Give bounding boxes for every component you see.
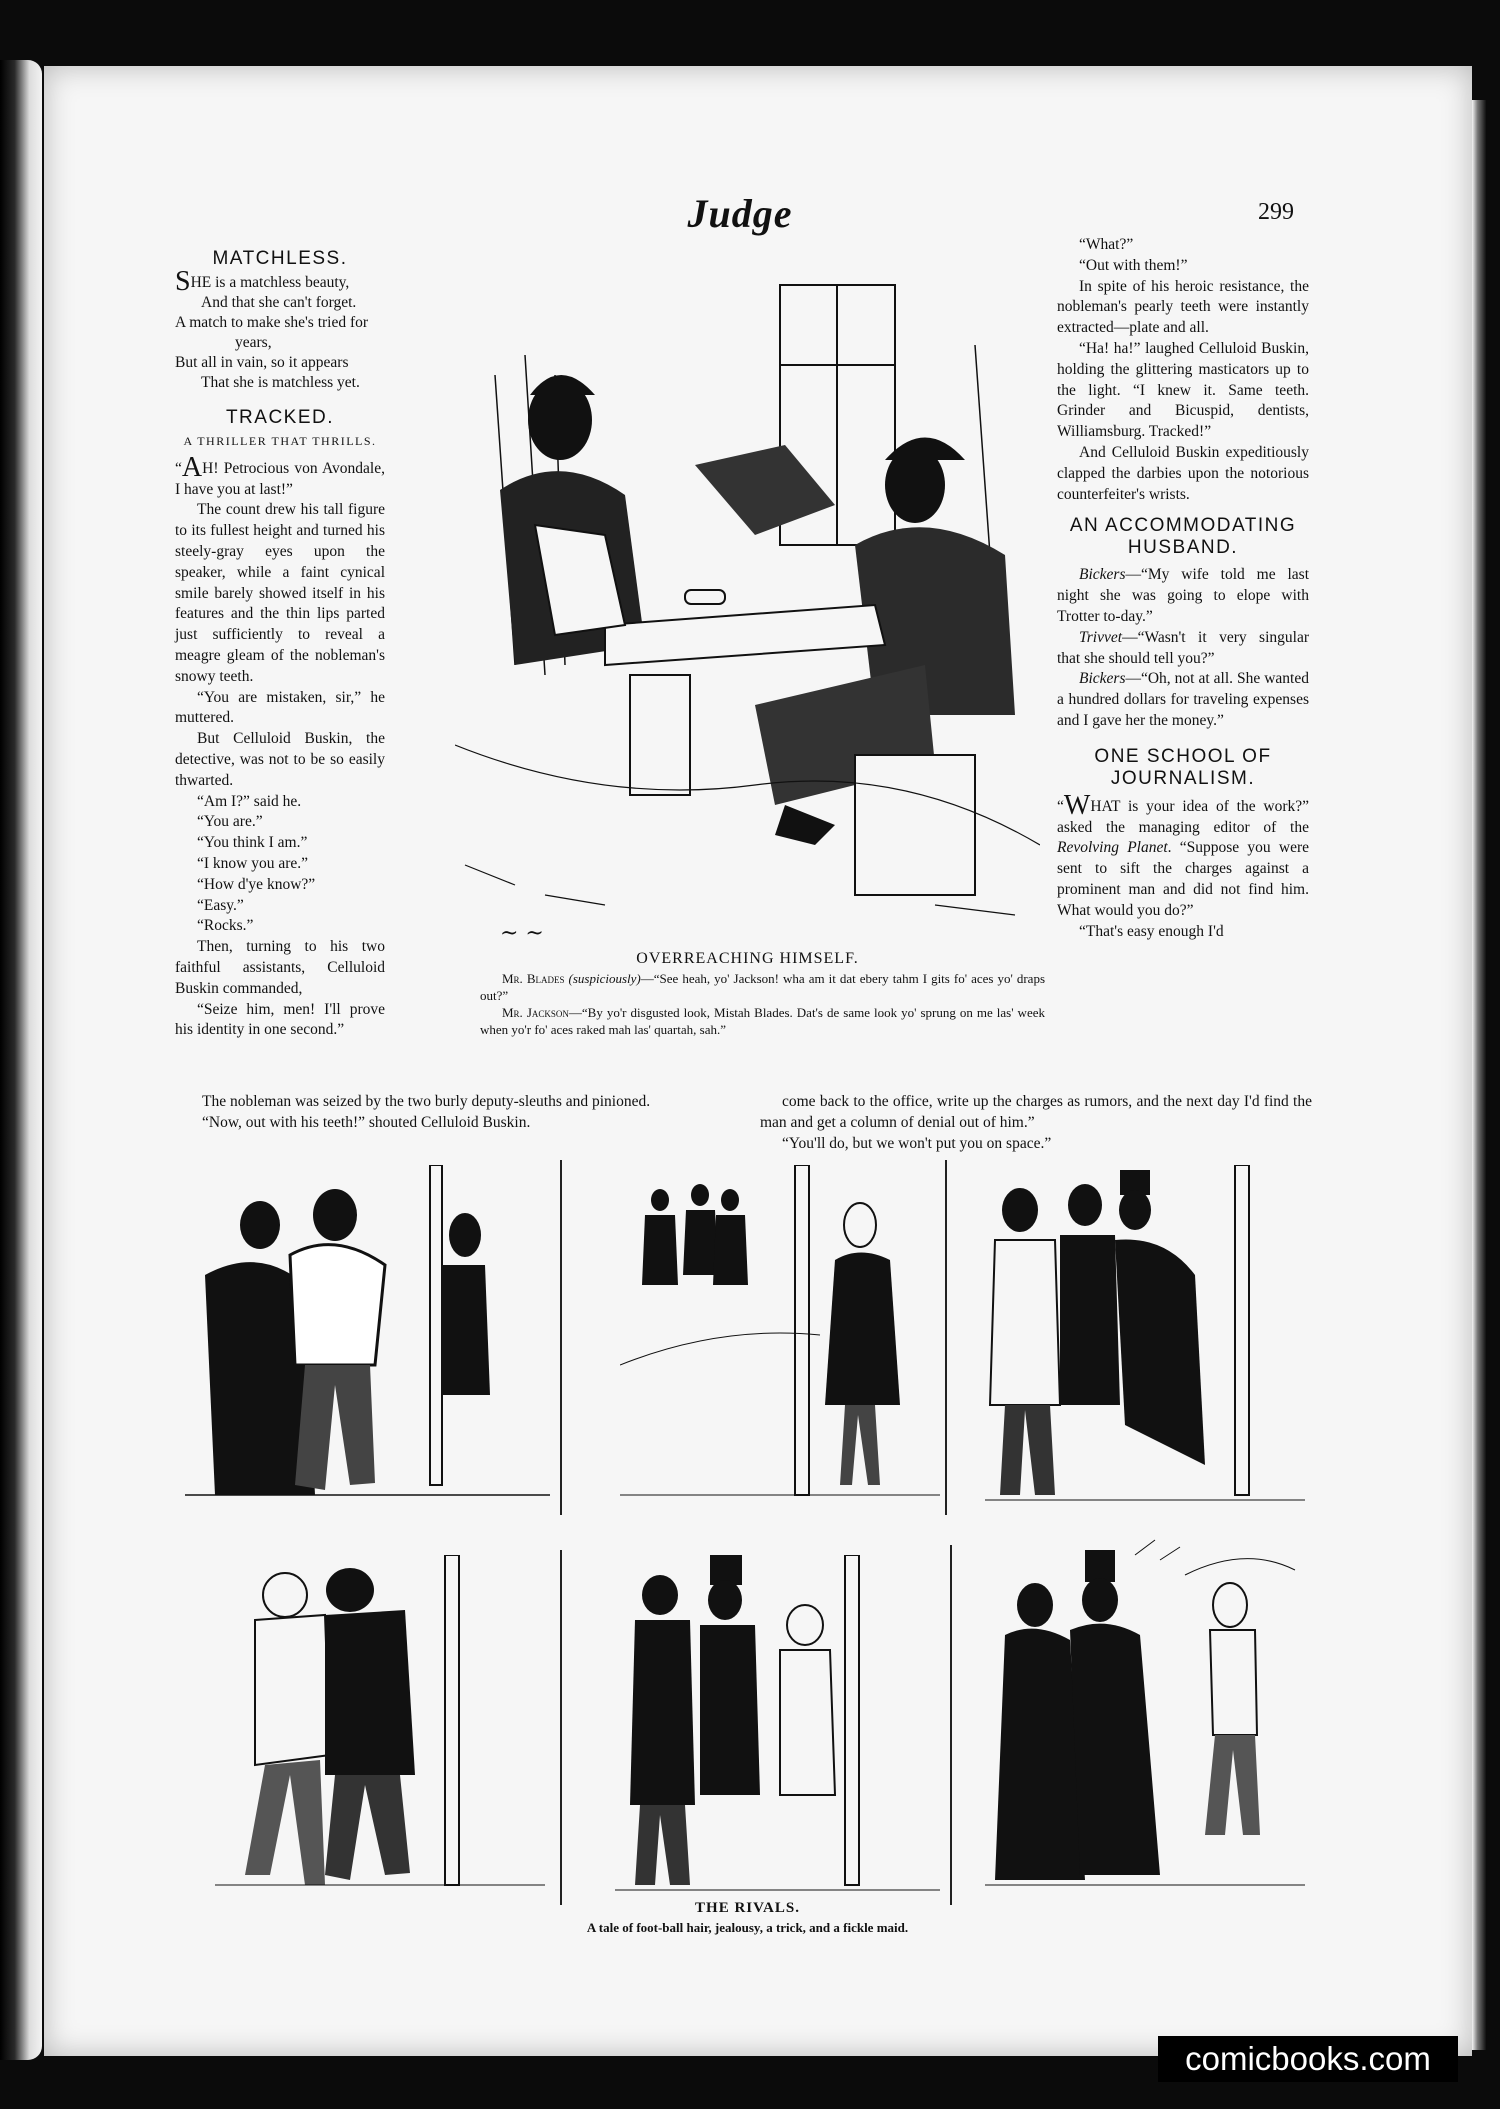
paragraph: “You are mistaken, sir,” he muttered. (175, 688, 385, 727)
rivals-panel-6 (985, 1535, 1305, 1900)
paragraph: “I know you are.” (197, 854, 309, 872)
paragraph: “Am I?” said he. (197, 792, 302, 810)
paragraph: “Ha! ha!” laughed Celluloid Buskin, holding the glittering masticators up to the light. “I knew it. Same teeth. Grinder and Bicuspid, dentists, Williamsburg. Tracked!” (1057, 339, 1309, 441)
paragraph: “How d'ye know?” (197, 875, 316, 893)
accommodating-title: AN ACCOMMODATING HUSBAND. (1069, 515, 1297, 559)
page-number: 299 (1258, 199, 1294, 225)
paragraph: Then, turning to his two faithful assistants, Celluloid Buskin commanded, (175, 938, 385, 997)
three-men-drawing (985, 1165, 1305, 1510)
panel-divider (945, 1160, 947, 1515)
card-game-illustration (455, 245, 1040, 945)
paragraph: “What?” (1079, 236, 1134, 253)
paragraph: “Out with them!” (1079, 256, 1188, 274)
paragraph: “That's easy enough I'd (1079, 922, 1224, 940)
poem-line: years, (235, 334, 272, 351)
struggle-drawing (215, 1555, 545, 1900)
panel-divider (560, 1160, 562, 1515)
couple-and-rival-drawing (185, 1165, 550, 1510)
journalism-title: ONE SCHOOL OF JOURNALISM. (1094, 745, 1272, 789)
paragraph: “Easy.” (197, 896, 244, 914)
poem-line: That she is matchless yet. (201, 374, 360, 391)
paragraph: “Seize him, men! I'll prove his identity in one second.” (175, 1000, 385, 1039)
right-column (1057, 235, 1309, 942)
poem-line: And that she can't forget. (201, 294, 357, 311)
overreaching-title: OVERREACHING HIMSELF. (636, 950, 859, 967)
poem-line: A match to make she's tried for (175, 314, 369, 331)
drop-cap: S (175, 266, 191, 297)
pranksters-drawing (615, 1555, 940, 1900)
rivals-panel-1 (185, 1165, 550, 1510)
paragraph: And Celluloid Buskin expeditiously clapped the darbies upon the notorious counterfeiter's wrists. (1057, 443, 1309, 503)
book-spine (0, 60, 42, 2060)
paragraph: The count drew his tall figure to its fullest height and turned his steely-gray eyes upon the speaker, while a faint cynical smile barely showed itself in his features and the thin lips parted just sufficiently to reveal a meagre gleam of the nobleman's snowy teeth. (175, 501, 385, 685)
matchless-title: MATCHLESS. (212, 248, 348, 269)
matchless-poem (175, 266, 385, 393)
left-column (175, 248, 385, 1041)
walking-figures-drawing (620, 1165, 940, 1510)
overreaching-caption: Mr. Blades (suspiciously)—“See heah, yo' Jackson! wha am it dat ebery tahm I gits fo' aces yo' draps out?” Mr. Jackson—“By yo'r disgusted look, Mistah Blades. Dat's de same look yo' sprung on me las' week when yo'r fo' aces raked mah las' quartah, sah.” (480, 971, 1046, 1037)
paragraph: In spite of his heroic resistance, the nobleman's pearly teeth were instantly extracted—plate and all. (1057, 277, 1309, 337)
artist-signature: ~ ~ (500, 921, 544, 945)
watermark: comicbooks.com (1158, 2036, 1458, 2082)
paragraph: “You are.” (197, 813, 263, 831)
card-players-drawing (455, 245, 1040, 945)
dialogue-line: Trivvet—“Wasn't it very singular that she should tell you?” (1057, 628, 1309, 667)
poem-line: But all in vain, so it appears (175, 354, 349, 371)
panel-divider (950, 1545, 952, 1905)
dialogue-line: Bickers—“Oh, not at all. She wanted a hundred dollars for traveling expenses and I gave her the money.” (1057, 670, 1309, 729)
tracked-continued: The nobleman was seized by the two burly deputy-sleuths and pinioned. “Now, out with his teeth!” shouted Celluloid Buskin. (202, 1093, 651, 1131)
rivals-panel-4 (215, 1555, 545, 1900)
rivals-title: THE RIVALS. (695, 1900, 800, 1916)
rivals-subtitle: A tale of foot-ball hair, jealousy, a trick, and a fickle maid. (586, 1920, 909, 1935)
poem-line: HE is a matchless beauty, (190, 274, 350, 291)
paragraph: “You think I am.” (197, 834, 308, 852)
journalism-continued: come back to the office, write up the charges as rumors, and the next day I'd find the man and get a column of denial out of him.” “You'll do, but we won't put you on space.” (760, 1093, 1312, 1152)
journalism-opening: “WHAT is your idea of the work?” asked the managing editor of the Revolving Planet. “Suppose you were sent to sift the charges against a prominent man and did not find him. What would you do?” (1057, 789, 1310, 919)
dialogue-line: Bickers—“My wife told me last night she was going to elope with Trotter to-day.” (1057, 566, 1309, 625)
tracked-subtitle: A THRILLER THAT THRILLS. (183, 434, 377, 448)
drop-cap: W (1063, 789, 1091, 821)
drop-cap: A (181, 451, 203, 483)
page-edge (1472, 100, 1486, 2050)
tracked-title: TRACKED. (225, 407, 335, 428)
rivals-panel-3 (985, 1165, 1305, 1510)
masthead: Judge (687, 191, 793, 236)
rivals-panel-2 (620, 1165, 940, 1510)
rivals-panel-5 (615, 1555, 940, 1900)
panel-divider (560, 1550, 562, 1905)
paragraph: “Rocks.” (197, 917, 254, 935)
paragraph: But Celluloid Buskin, the detective, was not to be so easily thwarted. (175, 730, 385, 789)
tracked-opening: “AH! Petrocious von Avondale, I have you at last!” (175, 451, 385, 498)
fickle-maid-drawing (985, 1535, 1305, 1900)
